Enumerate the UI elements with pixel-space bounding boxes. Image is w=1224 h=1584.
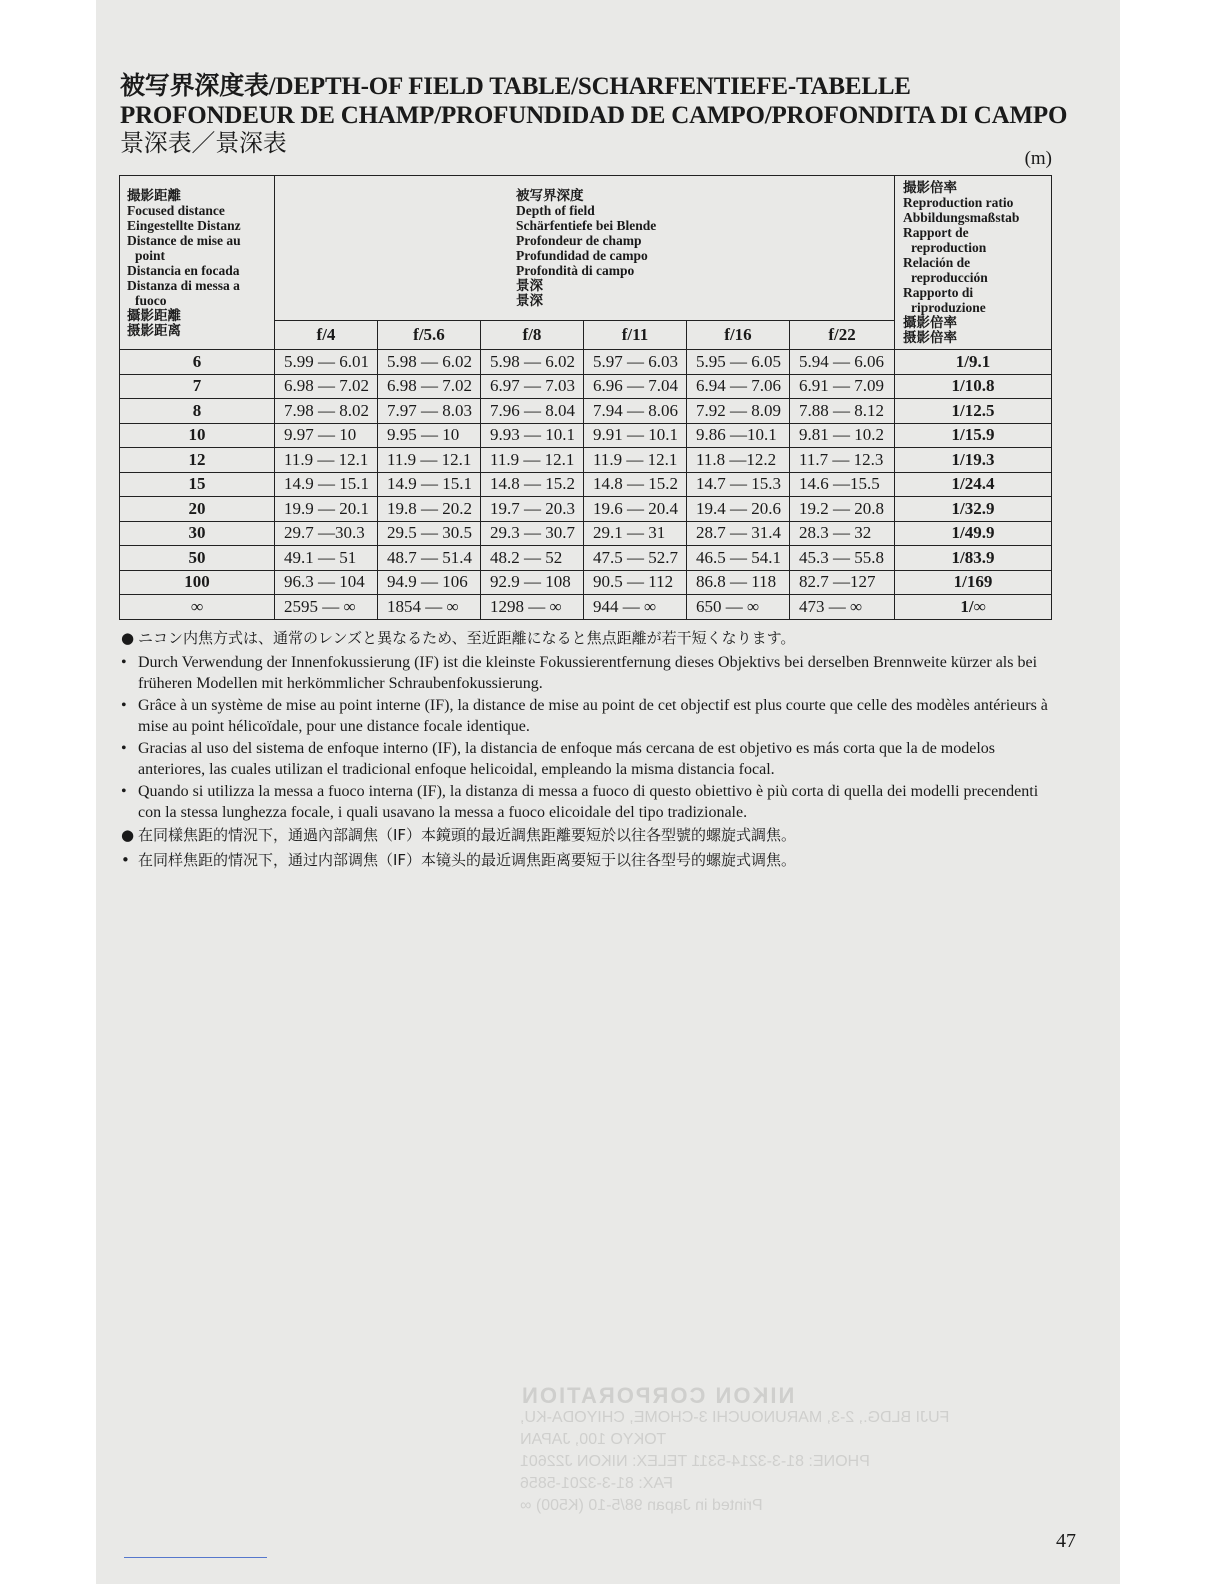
ratio-cell: 1/19.3 <box>895 448 1052 473</box>
depth-cell: 7.97 — 8.03 <box>378 399 481 424</box>
depth-of-field-table <box>119 175 1052 620</box>
table-row <box>120 546 1052 571</box>
bullet-icon: • <box>121 851 130 869</box>
depth-cell: 11.9 — 12.1 <box>584 448 687 473</box>
header-line: Distance de mise au <box>127 233 241 248</box>
depth-cell: 14.8 — 15.2 <box>481 472 584 497</box>
depth-cell: 29.7 —30.3 <box>275 521 378 546</box>
note-item <box>118 781 1058 823</box>
header-line: 撮影倍率 <box>903 180 958 195</box>
notes-section <box>118 627 1058 874</box>
depth-cell: 29.1 — 31 <box>584 521 687 546</box>
bullet-icon: • <box>121 697 127 714</box>
header-line: 摄影距离 <box>127 323 181 338</box>
table-row <box>120 570 1052 595</box>
ratio-cell: 1/169 <box>895 570 1052 595</box>
depth-cell: 19.2 — 20.8 <box>790 497 895 522</box>
depth-cell: 47.5 — 52.7 <box>584 546 687 571</box>
aperture-header: f/5.6 <box>378 321 481 350</box>
header-line: fuoco <box>135 293 167 308</box>
note-item <box>118 627 1058 649</box>
bottom-rule <box>124 1557 267 1558</box>
depth-cell: 6.98 — 7.02 <box>275 374 378 399</box>
ratio-cell: 1/24.4 <box>895 472 1052 497</box>
depth-cell: 49.1 — 51 <box>275 546 378 571</box>
header-line: Profundidad de campo <box>516 248 648 263</box>
header-line: Relación de <box>903 255 971 270</box>
header-line: 攝影倍率 <box>903 315 958 330</box>
aperture-header: f/11 <box>584 321 687 350</box>
depth-cell: 6.91 — 7.09 <box>790 374 895 399</box>
depth-cell: 11.9 — 12.1 <box>275 448 378 473</box>
depth-cell: 19.6 — 20.4 <box>584 497 687 522</box>
table-row <box>120 399 1052 424</box>
depth-cell: 6.98 — 7.02 <box>378 374 481 399</box>
distance-cell: 8 <box>120 399 275 424</box>
depth-cell: 46.5 — 54.1 <box>687 546 790 571</box>
note-text: Quando si utilizza la messa a fuoco interna (IF), la distanza di messa a fuoco di questo obiettivo è più corta di quella dei modelli precendenti con la stessa lunghezza focale, i quali usavano la messa a fuoco elicoidale del tipo tradizionale. <box>138 783 1039 821</box>
depth-cell: 9.95 — 10 <box>378 423 481 448</box>
bullet-icon: • <box>121 783 127 800</box>
note-text: Gracias al uso del sistema de enfoque interno (IF), la distancia de enfoque más cercana de est objetivo es más corta que la de modelos anteriores, las cuales utilizan el tradicional enfoque helicoidal, empleando la misma distancia focal. <box>138 740 996 778</box>
distance-cell: 50 <box>120 546 275 571</box>
depth-cell: 92.9 — 108 <box>481 570 584 595</box>
header-line: Rapport de <box>903 225 969 240</box>
depth-cell: 29.5 — 30.5 <box>378 521 481 546</box>
footer-address-line: FAX: 81-3-3201-5856 <box>520 1475 673 1492</box>
distance-cell: 12 <box>120 448 275 473</box>
depth-cell: 14.9 — 15.1 <box>378 472 481 497</box>
depth-cell: 5.98 — 6.02 <box>481 350 584 375</box>
aperture-header: f/4 <box>275 321 378 350</box>
depth-cell: 45.3 — 55.8 <box>790 546 895 571</box>
table-row <box>120 497 1052 522</box>
ratio-cell: 1/15.9 <box>895 423 1052 448</box>
depth-cell: 7.98 — 8.02 <box>275 399 378 424</box>
distance-cell: 15 <box>120 472 275 497</box>
focused-distance-header <box>120 176 275 350</box>
depth-cell: 82.7 —127 <box>790 570 895 595</box>
footer-address-watermark <box>520 1385 1090 1517</box>
distance-cell: 7 <box>120 374 275 399</box>
depth-cell: 5.99 — 6.01 <box>275 350 378 375</box>
depth-cell: 11.7 — 12.3 <box>790 448 895 473</box>
depth-cell: 19.8 — 20.2 <box>378 497 481 522</box>
footer-address-line: PHONE: 81-3-3214-5311 TELEX: NIKON J22601 <box>520 1453 870 1470</box>
depth-cell: 7.94 — 8.06 <box>584 399 687 424</box>
table-row <box>120 472 1052 497</box>
ratio-cell: 1/9.1 <box>895 350 1052 375</box>
depth-cell: 473 — ∞ <box>790 595 895 620</box>
depth-cell: 5.97 — 6.03 <box>584 350 687 375</box>
bullet-icon: • <box>121 740 127 757</box>
ratio-cell: 1/10.8 <box>895 374 1052 399</box>
table-row <box>120 374 1052 399</box>
depth-cell: 90.5 — 112 <box>584 570 687 595</box>
aperture-header: f/8 <box>481 321 584 350</box>
unit-label: (m) <box>1024 148 1052 169</box>
header-line: 景深 <box>516 278 543 293</box>
header-line: Eingestellte Distanz <box>127 218 241 233</box>
bullet-icon: • <box>121 654 127 671</box>
title-line-3: 景深表／景深表 <box>120 131 287 157</box>
reproduction-ratio-header <box>895 176 1052 350</box>
depth-cell: 9.86 —10.1 <box>687 423 790 448</box>
depth-cell: 5.95 — 6.05 <box>687 350 790 375</box>
header-line: 撮影距離 <box>127 188 181 203</box>
depth-cell: 1854 — ∞ <box>378 595 481 620</box>
depth-cell: 6.96 — 7.04 <box>584 374 687 399</box>
header-line: 景深 <box>516 293 543 308</box>
note-text: ニコン内焦方式は、通常のレンズと異なるため、至近距離になると焦点距離が若干短くなります。 <box>138 629 796 647</box>
table-row <box>120 350 1052 375</box>
header-line: 摄影倍率 <box>903 330 958 345</box>
depth-cell: 14.8 — 15.2 <box>584 472 687 497</box>
ratio-cell: 1/32.9 <box>895 497 1052 522</box>
header-line: Profondità di campo <box>516 263 635 278</box>
note-text: Grâce à un système de mise au point interne (IF), la distance de mise au point de cet objectif est plus courte que celle des modèles antérieurs à mise au point hélicoïdale, pour une distance focale identique. <box>138 697 1048 735</box>
footer-company: NIKON CORPORATION <box>520 1383 795 1408</box>
header-line: Profondeur de champ <box>516 233 642 248</box>
distance-cell: 30 <box>120 521 275 546</box>
note-item <box>118 652 1058 694</box>
note-text: 在同样焦距的情况下，通过内部调焦（IF）本镜头的最近调焦距离要短于以往各型号的螺旋式调焦。 <box>138 851 797 869</box>
table-body <box>120 350 1052 620</box>
depth-cell: 28.7 — 31.4 <box>687 521 790 546</box>
aperture-header: f/22 <box>790 321 895 350</box>
distance-cell: 10 <box>120 423 275 448</box>
distance-cell: 20 <box>120 497 275 522</box>
depth-cell: 96.3 — 104 <box>275 570 378 595</box>
header-line: point <box>135 248 166 263</box>
depth-cell: 7.88 — 8.12 <box>790 399 895 424</box>
header-line: Rapporto di <box>903 285 974 300</box>
header-line: Distancia en focada <box>127 263 240 278</box>
depth-cell: 9.91 — 10.1 <box>584 423 687 448</box>
footer-address-line: FUJI BLDG., 2-3, MARUNOUCHI 3-CHOME, CHIYODA-KU, <box>520 1409 950 1426</box>
note-item <box>118 824 1058 846</box>
footer-printed: Printed in Japan 98/5-10 (K500) ∞ <box>520 1497 763 1514</box>
depth-cell: 5.98 — 6.02 <box>378 350 481 375</box>
bullet-icon: ● <box>121 629 135 647</box>
table-row <box>120 595 1052 620</box>
page-number: 47 <box>1056 1530 1076 1552</box>
header-line: reproducción <box>911 270 988 285</box>
note-item <box>118 695 1058 737</box>
depth-cell: 29.3 — 30.7 <box>481 521 584 546</box>
table-row <box>120 423 1052 448</box>
depth-cell: 2595 — ∞ <box>275 595 378 620</box>
header-line: 攝影距離 <box>127 308 181 323</box>
depth-cell: 48.2 — 52 <box>481 546 584 571</box>
header-line: Abbildungsmaßstab <box>903 210 1020 225</box>
depth-cell: 5.94 — 6.06 <box>790 350 895 375</box>
title-line-2: PROFONDEUR DE CHAMP/PROFUNDIDAD DE CAMPO/PROFONDITA DI CAMPO <box>120 102 1068 129</box>
note-text: 在同樣焦距的情況下，通過內部調焦（IF）本鏡頭的最近調焦距離要短於以往各型號的螺旋式調焦。 <box>138 826 797 844</box>
bullet-icon: ● <box>121 826 135 844</box>
header-line: Reproduction ratio <box>903 195 1014 210</box>
aperture-header: f/16 <box>687 321 790 350</box>
depth-cell: 944 — ∞ <box>584 595 687 620</box>
depth-cell: 9.93 — 10.1 <box>481 423 584 448</box>
depth-cell: 14.9 — 15.1 <box>275 472 378 497</box>
depth-cell: 94.9 — 106 <box>378 570 481 595</box>
note-text: Durch Verwendung der Innenfokussierung (IF) ist die kleinste Fokussierentfernung dieses Objektivs bei derselben Brennweite kürzer als bei früheren Modellen mit herkömmlicher Schraubenfokussierung. <box>138 654 1038 692</box>
depth-cell: 11.9 — 12.1 <box>378 448 481 473</box>
depth-cell: 48.7 — 51.4 <box>378 546 481 571</box>
footer-address-line: TOKYO 100, JAPAN <box>520 1431 667 1448</box>
depth-cell: 7.96 — 8.04 <box>481 399 584 424</box>
depth-cell: 11.9 — 12.1 <box>481 448 584 473</box>
page-title <box>120 72 1080 159</box>
ratio-cell: 1/∞ <box>895 595 1052 620</box>
header-line: Focused distance <box>127 203 225 218</box>
ratio-cell: 1/83.9 <box>895 546 1052 571</box>
depth-cell: 19.9 — 20.1 <box>275 497 378 522</box>
header-line: riproduzione <box>911 300 986 315</box>
table-row <box>120 448 1052 473</box>
depth-cell: 11.8 —12.2 <box>687 448 790 473</box>
depth-cell: 19.7 — 20.3 <box>481 497 584 522</box>
table-row <box>120 521 1052 546</box>
depth-cell: 14.6 —15.5 <box>790 472 895 497</box>
distance-cell: 6 <box>120 350 275 375</box>
depth-cell: 6.94 — 7.06 <box>687 374 790 399</box>
title-line-1: 被写界深度表/DEPTH-OF FIELD TABLE/SCHARFENTIEFE-TABELLE <box>120 73 911 100</box>
note-item <box>118 738 1058 780</box>
depth-cell: 650 — ∞ <box>687 595 790 620</box>
depth-cell: 7.92 — 8.09 <box>687 399 790 424</box>
depth-cell: 1298 — ∞ <box>481 595 584 620</box>
header-line: Schärfentiefe bei Blende <box>516 218 657 233</box>
depth-cell: 6.97 — 7.03 <box>481 374 584 399</box>
header-line: Depth of field <box>516 203 595 218</box>
depth-cell: 9.81 — 10.2 <box>790 423 895 448</box>
ratio-cell: 1/49.9 <box>895 521 1052 546</box>
depth-of-field-header <box>275 176 895 321</box>
depth-cell: 19.4 — 20.6 <box>687 497 790 522</box>
note-item <box>118 849 1058 871</box>
header-line: 被写界深度 <box>516 188 584 203</box>
ratio-cell: 1/12.5 <box>895 399 1052 424</box>
depth-cell: 14.7 — 15.3 <box>687 472 790 497</box>
distance-cell: ∞ <box>120 595 275 620</box>
depth-cell: 28.3 — 32 <box>790 521 895 546</box>
depth-cell: 9.97 — 10 <box>275 423 378 448</box>
distance-cell: 100 <box>120 570 275 595</box>
depth-cell: 86.8 — 118 <box>687 570 790 595</box>
header-line: Distanza di messa a <box>127 278 240 293</box>
header-line: reproduction <box>911 240 987 255</box>
